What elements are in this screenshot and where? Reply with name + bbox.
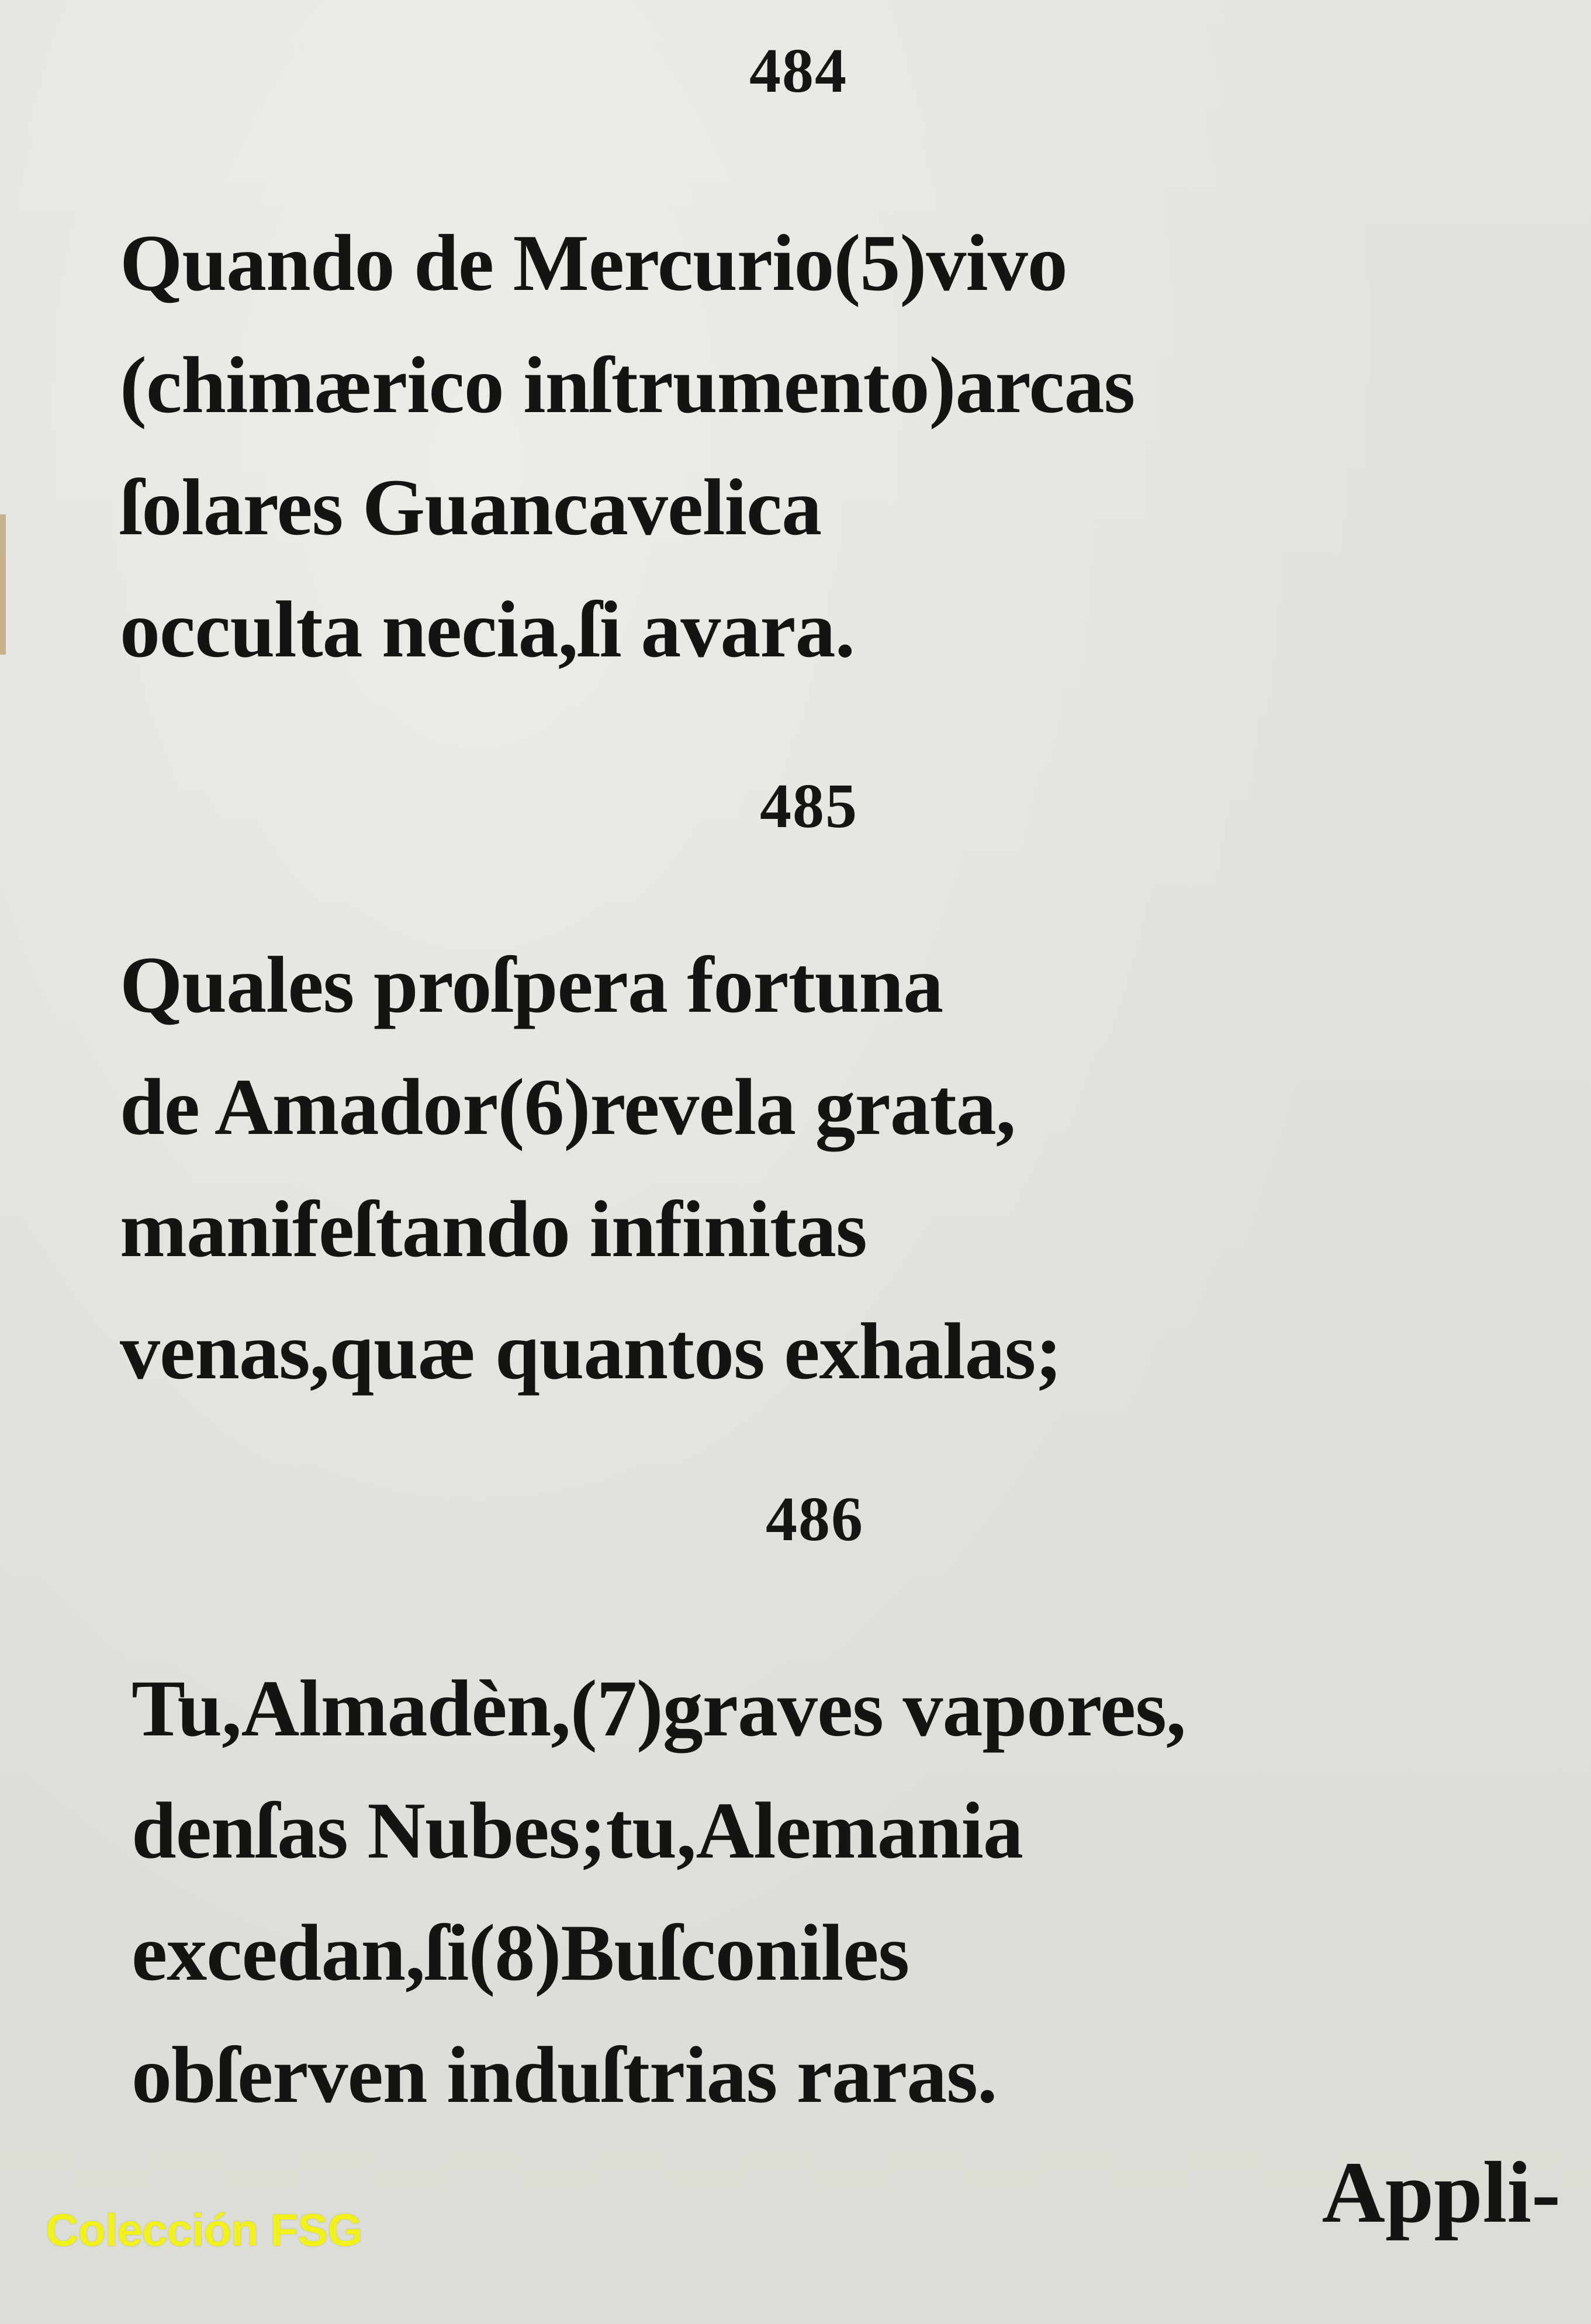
verse-line: ſolares Guancavelica (120, 462, 822, 552)
verse-line: denſas Nubes;tu,Alemania (132, 1786, 1023, 1875)
page-edge-strip (0, 514, 6, 655)
stanza-484 (120, 202, 1135, 690)
verse-line: excedan,ſi(8)Buſconiles (132, 1908, 909, 1997)
verse-line: venas,quæ quantos exhalas; (120, 1306, 1062, 1396)
stanza-number: 486 (766, 1485, 864, 1554)
verse-line: Tu,Almadèn,(7)graves vapores, (132, 1664, 1186, 1753)
verse-line: manifeſtando infinitas (120, 1184, 867, 1274)
stanza-485 (120, 924, 1061, 1412)
stanza-486 (132, 1647, 1185, 2136)
verse-line: de Amador(6)revela grata, (120, 1062, 1016, 1151)
catchword: Appli- (1322, 2144, 1561, 2241)
collection-watermark: Colección FSG (46, 2204, 362, 2256)
verse-line: Quando de Mercurio(5)vivo (120, 218, 1067, 307)
stanza-number: 484 (749, 36, 848, 106)
verse-line: Quales proſpera fortuna (120, 940, 943, 1029)
verse-line: obſerven induſtrias raras. (132, 2030, 997, 2119)
verse-line: (chimærico inſtrumento)arcas (120, 340, 1135, 430)
verse-line: occulta necia,ſi avara. (120, 585, 855, 674)
stanza-number: 485 (760, 772, 858, 841)
